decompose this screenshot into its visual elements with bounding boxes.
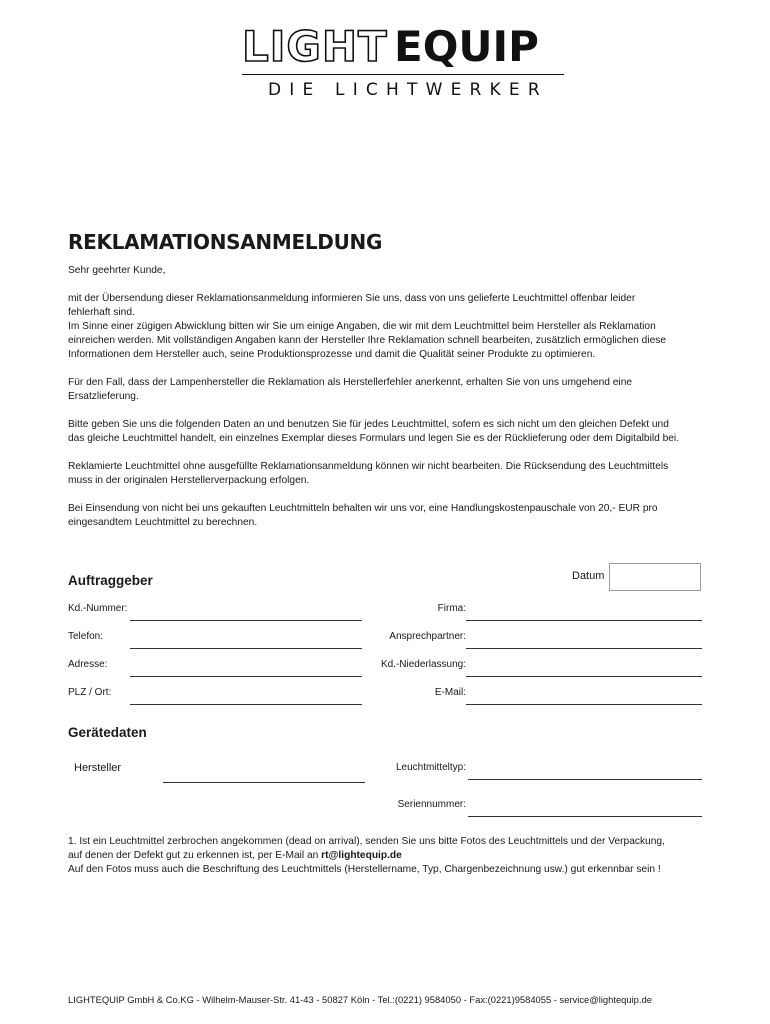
logo-tagline: DIE LICHTWERKER [268, 80, 548, 100]
section-heading-auftraggeber: Auftraggeber [68, 573, 153, 588]
datum-label: Datum [572, 570, 605, 582]
logo-word-equip: EQUIP [394, 22, 539, 71]
contact-email-link[interactable]: rt@lightequip.de [321, 850, 402, 861]
hersteller-label: Hersteller [74, 762, 122, 774]
plz-ort-field[interactable] [130, 704, 362, 705]
kd-nummer-field[interactable] [130, 620, 362, 621]
intro-paragraph-3: Bitte geben Sie uns die folgenden Daten an und benutzen Sie für jedes Leuchtmittel, sofern es sich nicht um den gleichen Defekt und das gleiche Leuchtmittel handelt, ein einzelnes Exemplar dieses Formulars und legen Sie es der Rücklieferung oder dem Digitalbild bei. [68, 419, 680, 444]
ansprechpartner-field[interactable] [466, 648, 702, 649]
hersteller-field[interactable] [163, 782, 365, 783]
adresse-label: Adresse: [68, 659, 108, 670]
greeting: Sehr geehrter Kunde, [68, 265, 166, 276]
firma-field[interactable] [466, 620, 702, 621]
leuchtmitteltyp-label: Leuchtmitteltyp: [395, 762, 466, 773]
intro-paragraph-1: mit der Übersendung dieser Reklamationsanmeldung informieren Sie uns, dass von uns gelieferte Leuchtmittel offenbar leider fehlerhaft sind. Im Sinne einer zügigen Abwicklung bitten wir Sie um einige Angaben, die wir mit dem Leuchtmittel beim Hersteller als Reklamation einreichen werden. Mit vollständigen Angaben kann der Hersteller Ihre Reklamation schnell bearbeiten, zusätzlich ermöglichen diese Informationen dem Hersteller auch, seine Produktionsprozesse und damit die Qualität seiner Produkte zu optimieren. [68, 293, 667, 360]
intro-paragraph-5: Bei Einsendung von nicht bei uns gekauften Leuchtmitteln behalten wir uns vor, eine Handlungskostenpauschale von 20,- EUR pro eingesandtem Leuchtmittel zu berechnen. [68, 503, 658, 528]
seriennummer-field[interactable] [468, 816, 702, 817]
datum-field[interactable] [609, 563, 701, 591]
plz-ort-label: PLZ / Ort: [68, 687, 112, 698]
logo-word-light: LIGHT [242, 22, 388, 71]
logo-wordmark [242, 24, 564, 70]
logo-divider [242, 74, 564, 75]
telefon-field[interactable] [130, 648, 362, 649]
intro-paragraph-2: Für den Fall, dass der Lampenhersteller die Reklamation als Herstellerfehler anerkennt, erhalten Sie von uns umgehend eine Ersatzlieferung. [68, 377, 633, 402]
ansprechpartner-label: Ansprechpartner: [389, 631, 466, 642]
niederlassung-label: Kd.-Niederlassung: [380, 659, 466, 670]
page-title: REKLAMATIONSANMELDUNG [68, 230, 383, 254]
leuchtmitteltyp-field[interactable] [468, 779, 702, 780]
adresse-field[interactable] [130, 676, 362, 677]
seriennummer-label: Seriennummer: [397, 799, 466, 810]
dead-on-arrival-note: 1. Ist ein Leuchtmittel zerbrochen angekommen (dead on arrival), senden Sie uns bitte Fotos des Leuchtmittels und der Verpackung, auf denen der Defekt gut zu erkennen ist, per E-Mail an rt@lightequip.de Auf den Fotos muss auch die Beschriftung des Leuchtmittels (Herstellername, Typ, Chargenbezeichnung usw.) gut erkennbar sein ! [68, 836, 665, 875]
email-label: E-Mail: [434, 687, 466, 698]
niederlassung-field[interactable] [466, 676, 702, 677]
firma-label: Firma: [437, 603, 466, 614]
page-footer: LIGHTEQUIP GmbH & Co.KG - Wilhelm-Mauser-Str. 41-43 - 50827 Köln - Tel.:(0221) 9584050 - Fax:(0221)9584055 - service@lightequip.de [68, 994, 652, 1005]
section-heading-geraetedaten: Gerätedaten [68, 725, 147, 740]
kd-nummer-label: Kd.-Nummer: [68, 603, 128, 614]
email-field[interactable] [466, 704, 702, 705]
intro-paragraph-4: Reklamierte Leuchtmittel ohne ausgefüllte Reklamationsanmeldung können wir nicht bearbeiten. Die Rücksendung des Leuchtmittels muss in der originalen Herstellerverpackung erfolgen. [68, 461, 669, 486]
telefon-label: Telefon: [68, 631, 104, 642]
